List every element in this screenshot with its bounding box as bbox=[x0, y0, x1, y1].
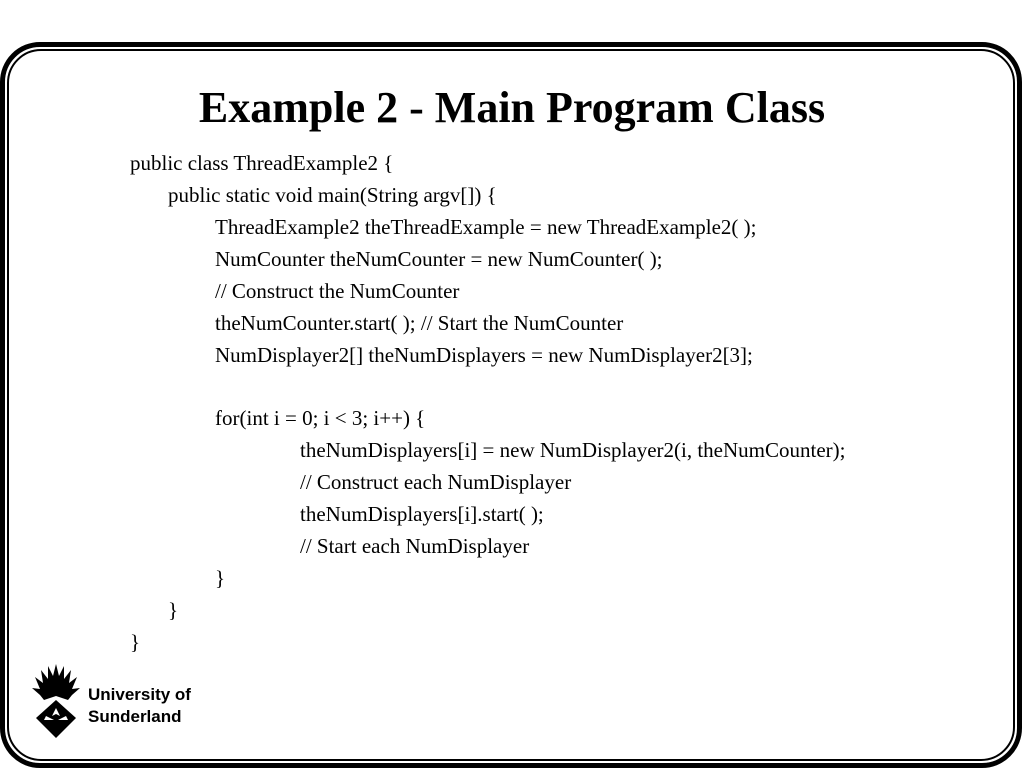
code-line: ThreadExample2 theThreadExample = new ThreadExample2( ); bbox=[215, 215, 757, 239]
code-line: NumCounter theNumCounter = new NumCounter( ); bbox=[215, 247, 663, 271]
slide-title: Example 2 - Main Program Class bbox=[198, 83, 826, 132]
code-line: theNumDisplayers[i] = new NumDisplayer2(i, theNumCounter); bbox=[300, 438, 846, 462]
code-line: // Construct the NumCounter bbox=[215, 279, 460, 303]
code-line: NumDisplayer2[] theNumDisplayers = new NumDisplayer2[3]; bbox=[215, 343, 753, 367]
code-line: // Start each NumDisplayer bbox=[300, 534, 530, 558]
code-line: for(int i = 0; i < 3; i++) { bbox=[215, 406, 426, 430]
code-line: theNumDisplayers[i].start( ); bbox=[300, 502, 544, 526]
code-line: } bbox=[168, 598, 179, 622]
university-name-line2: Sunderland bbox=[88, 707, 182, 726]
code-line: } bbox=[215, 566, 226, 590]
code-line: public static void main(String argv[]) { bbox=[168, 183, 497, 207]
code-line: // Construct each NumDisplayer bbox=[300, 470, 572, 494]
university-logo bbox=[30, 662, 210, 742]
code-line: theNumCounter.start( ); // Start the NumCounter bbox=[215, 311, 624, 335]
sunderland-crest-icon bbox=[30, 662, 82, 740]
university-name bbox=[88, 684, 191, 728]
code-line: } bbox=[130, 630, 141, 654]
university-name-line1: University of bbox=[88, 685, 191, 704]
code-line: public class ThreadExample2 { bbox=[130, 151, 394, 175]
